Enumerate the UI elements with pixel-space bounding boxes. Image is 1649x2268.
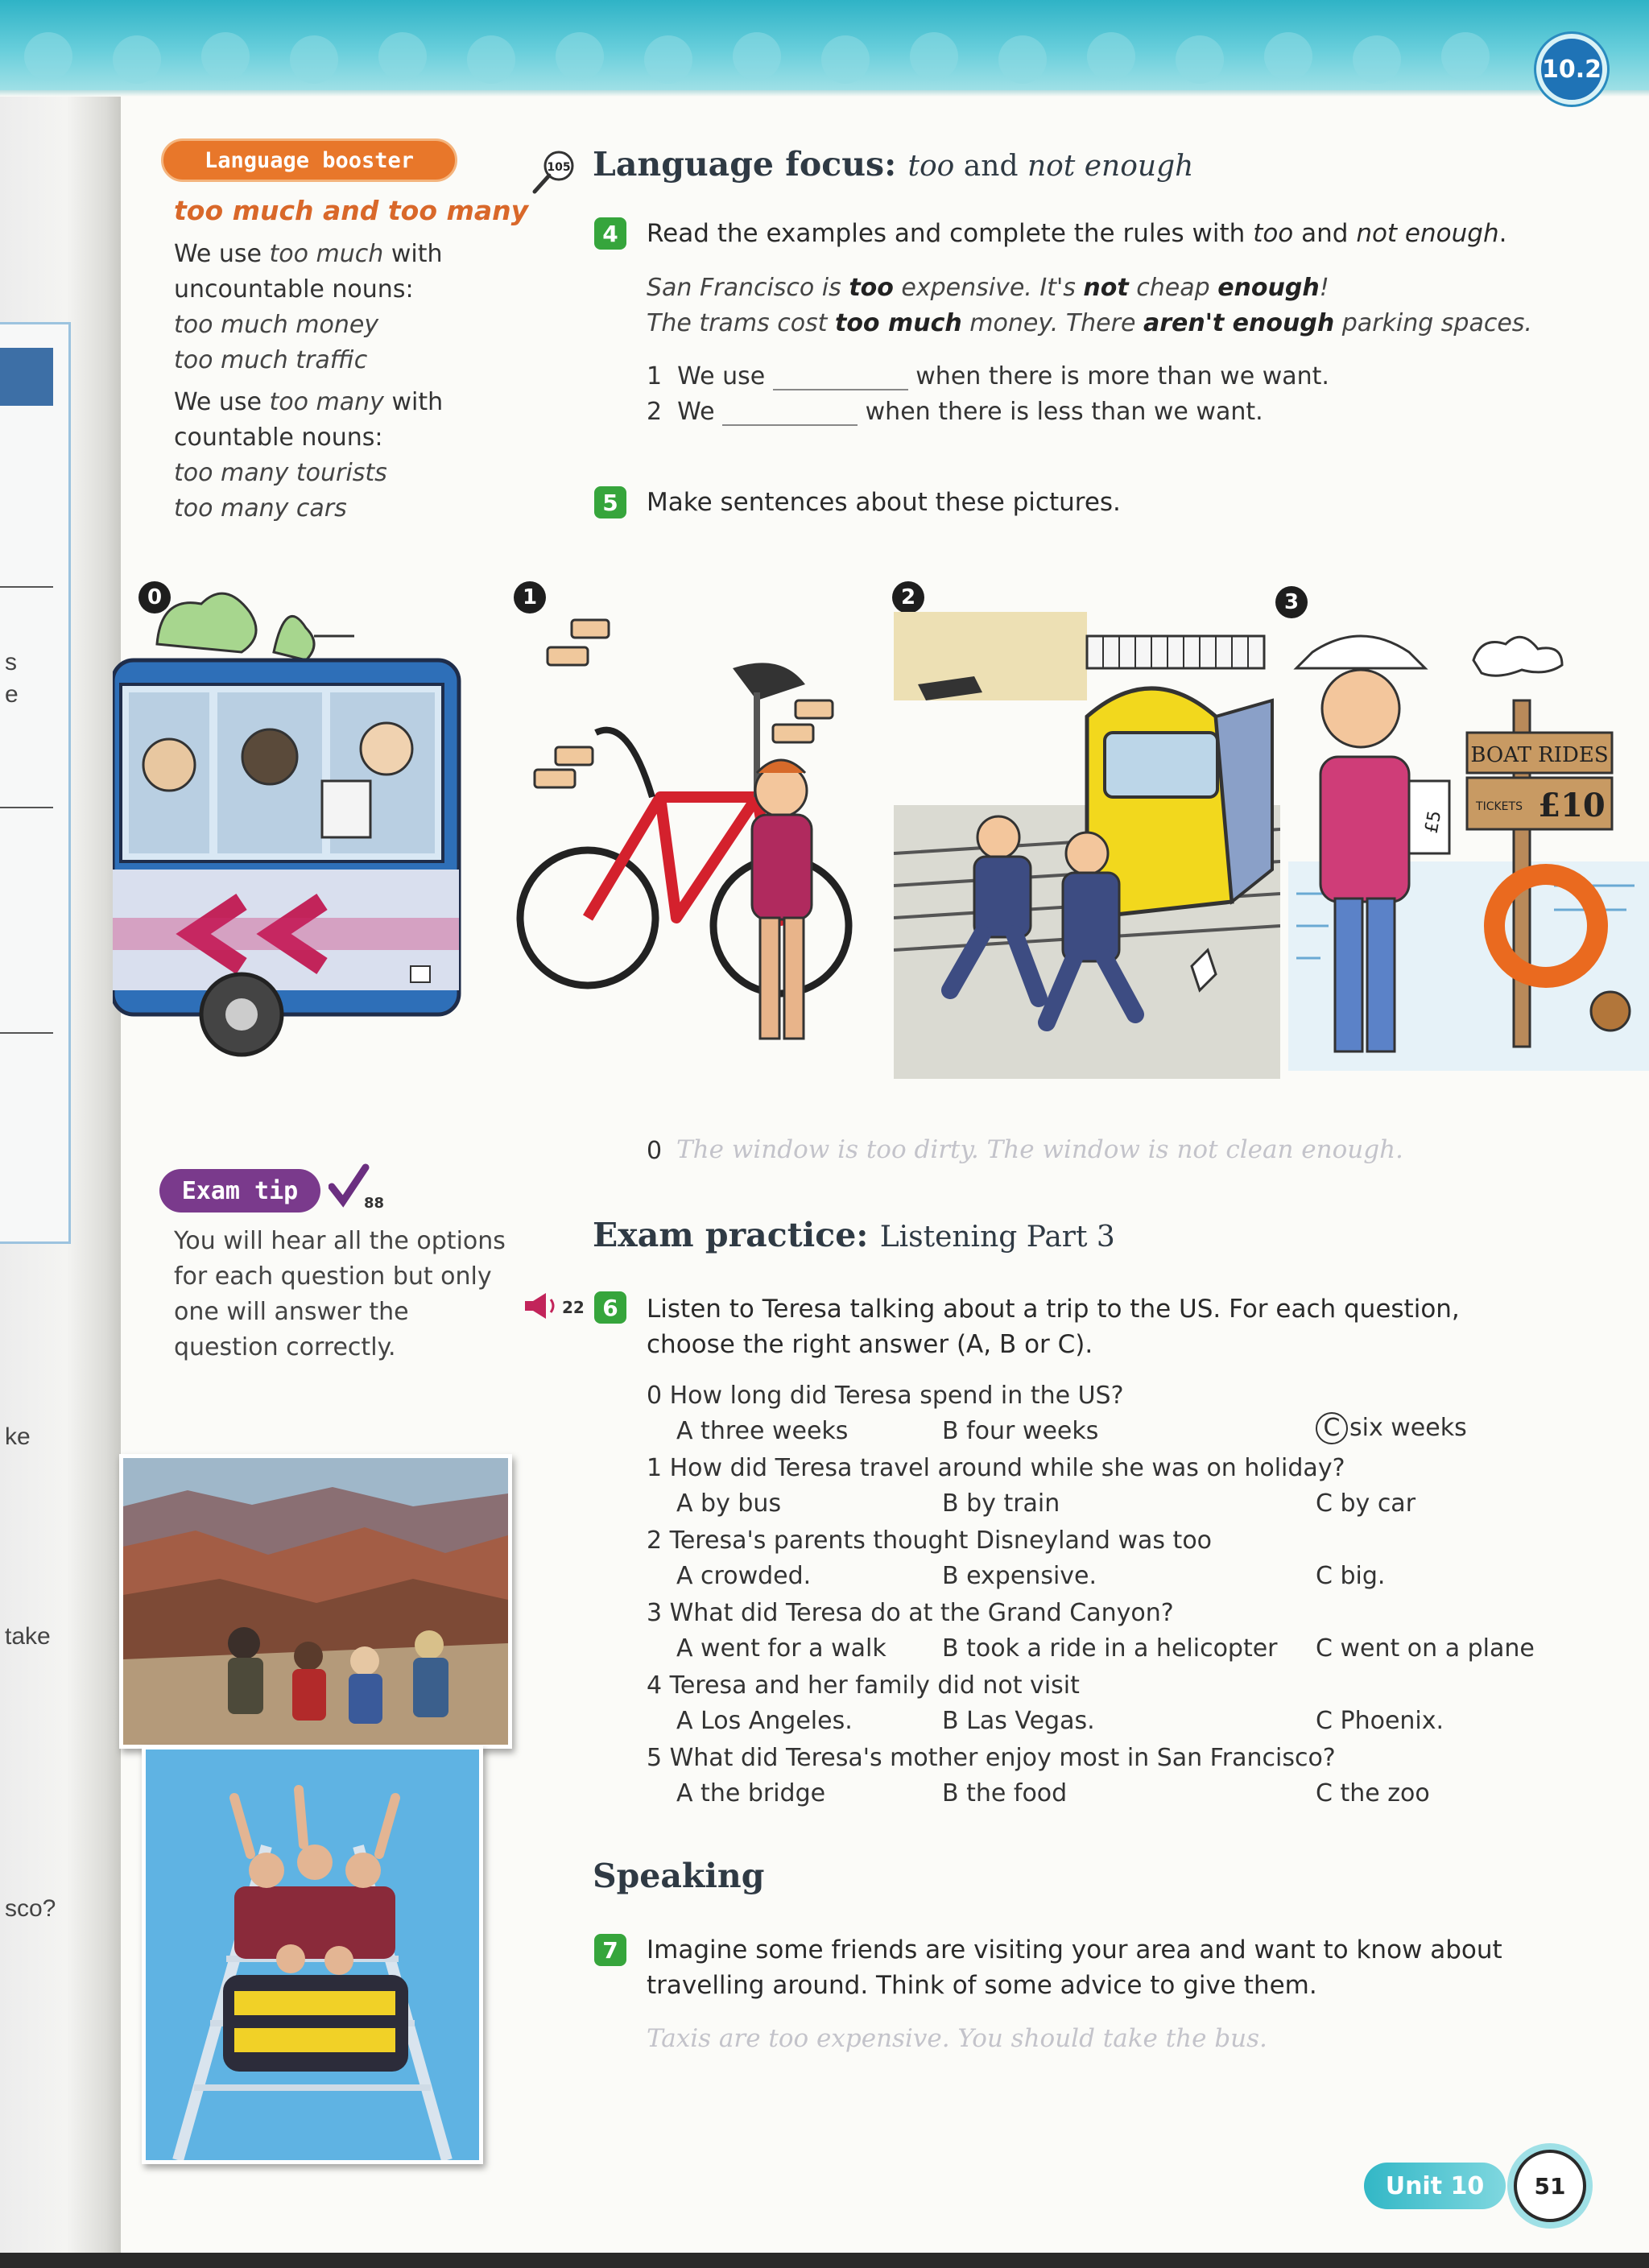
grammar-example [647, 309, 1532, 337]
rule-text: We use [174, 388, 270, 416]
answer-option-a[interactable]: A went for a walk [676, 1634, 886, 1663]
previous-page-panel [0, 322, 71, 1244]
exam-practice-title [593, 1216, 1115, 1254]
answer-option-b[interactable]: B took a ride in a helicopter [942, 1634, 1278, 1663]
example-term: too much [834, 309, 962, 337]
exercise-number: 6 [594, 1291, 626, 1324]
previous-page-fragment: s [5, 649, 17, 675]
rule-text: when there is less than we want. [865, 398, 1263, 426]
exercise-number: 4 [594, 217, 626, 250]
rule-example: too much money [174, 311, 379, 339]
instruction-text: Listen to Teresa talking about a trip to the US. For each question, [647, 1295, 1460, 1324]
speaking-title: Speaking [593, 1857, 765, 1895]
exercise-7-example: Taxis are too expensive. You should take the bus. [647, 2024, 1267, 2053]
header-band-pattern [0, 0, 1649, 90]
tick-reference: 88 [364, 1195, 385, 1211]
answer-option-a[interactable]: A three weeks [676, 1417, 849, 1445]
answer-option-b[interactable]: B expensive. [942, 1562, 1097, 1590]
exam-tip-text: You will hear all the options for each question but only one will answer the question correctly. [174, 1227, 506, 1361]
checkmark-icon [329, 1163, 386, 1211]
rule-1-blank[interactable] [773, 366, 908, 390]
answer-option-b[interactable]: B the food [942, 1779, 1068, 1807]
boat-sign-price: £10 [1538, 787, 1606, 824]
audio-speaker-icon[interactable] [522, 1291, 560, 1320]
instruction-text: travelling around. Think of some advice to give them. [647, 1971, 1317, 2000]
section-heading: Language focus: [593, 145, 897, 184]
uncountable-rule [174, 237, 443, 378]
previous-page-fragment: e [5, 681, 19, 708]
instruction-text: . [1498, 219, 1507, 248]
example-text: parking spaces. [1334, 309, 1532, 337]
picture-number: 1 [514, 581, 546, 613]
rule-text: uncountable nouns: [174, 275, 414, 304]
answer-option-c[interactable]: C six weeks [1316, 1412, 1467, 1444]
example-term: enough [1217, 274, 1320, 302]
example-text: San Francisco is [647, 274, 849, 302]
rule-text: We use [174, 240, 270, 268]
crowded-train-picture [894, 612, 1280, 1079]
answer-option-a[interactable]: A crowded. [676, 1562, 812, 1590]
rule-text: We [677, 398, 715, 426]
exercise-number: 5 [594, 486, 626, 518]
rule-text: We use [677, 362, 766, 390]
rule-1 [647, 362, 1329, 390]
boat-sign-text: TICKETS [1476, 800, 1523, 813]
dirty-bus-window-picture [113, 580, 491, 1079]
rule-text: with [383, 388, 444, 416]
language-booster-heading: too much and too many [174, 195, 529, 226]
exercise-7-instruction [647, 1932, 1502, 2003]
picture-number: 3 [1275, 586, 1308, 618]
question-0: 0 How long did Teresa spend in the US? [647, 1382, 1124, 1410]
previous-page-fragment: ke [5, 1423, 31, 1450]
exercise-5-instruction: Make sentences about these pictures. [647, 488, 1121, 517]
answer-option-a[interactable]: A by bus [676, 1489, 782, 1518]
rule-term: too many [269, 388, 384, 416]
answer-option-a[interactable]: A Los Angeles. [676, 1707, 853, 1735]
rule-example: too many tourists [174, 459, 387, 487]
question-2: 2 Teresa's parents thought Disneyland was too [647, 1526, 1213, 1555]
section-subheading: not enough [1027, 150, 1194, 183]
page-bottom-edge [0, 2253, 1649, 2268]
rule-example: too much traffic [174, 346, 368, 374]
example-term: aren't enough [1143, 309, 1335, 337]
exercise-6-instruction [647, 1291, 1460, 1362]
previous-page-fragment: sco? [5, 1895, 56, 1922]
instruction-term: not enough [1356, 219, 1499, 248]
language-booster-pill: Language booster [161, 138, 457, 182]
rollercoaster-image [146, 1750, 479, 2160]
previous-page-rule [0, 1032, 53, 1034]
question-1: 1 How did Teresa travel around while she was on holiday? [647, 1454, 1345, 1482]
audio-track-number: 22 [562, 1298, 585, 1317]
instruction-text: Imagine some friends are visiting your area and want to know about [647, 1935, 1502, 1964]
rule-text: with [383, 240, 443, 268]
exercise-number: 7 [594, 1934, 626, 1966]
rule-text: countable nouns: [174, 423, 383, 452]
circled-answer-letter: C [1316, 1412, 1348, 1444]
question-4: 4 Teresa and her family did not visit [647, 1671, 1080, 1700]
section-subheading: Listening Part 3 [879, 1221, 1115, 1254]
rule-number: 1 [647, 362, 663, 390]
header-band-shadow [0, 90, 1649, 97]
example-text: The trams cost [647, 309, 835, 337]
previous-page-rule [0, 586, 53, 588]
picture-number: 0 [138, 581, 171, 613]
example-term: not [1083, 274, 1129, 302]
exam-tip-pill: Exam tip [159, 1169, 320, 1212]
answer-option-b[interactable]: B by train [942, 1489, 1060, 1518]
example-text: expensive. It's [893, 274, 1084, 302]
section-badge: 10.2 [1536, 34, 1607, 105]
rule-term: too much [269, 240, 384, 268]
example-text: cheap [1128, 274, 1218, 302]
unit-label: Unit 10 [1364, 2163, 1506, 2209]
answer-option-c[interactable]: C big. [1316, 1562, 1386, 1590]
question-5: 5 What did Teresa's mother enjoy most in San Francisco? [647, 1744, 1336, 1772]
answer-option-c[interactable]: C went on a plane [1316, 1634, 1535, 1663]
answer-option-c[interactable]: C the zoo [1316, 1779, 1430, 1807]
example-text: money. There [961, 309, 1143, 337]
answer-option-a[interactable]: A the bridge [676, 1779, 826, 1807]
instruction-text: choose the right answer (A, B or C). [647, 1330, 1093, 1359]
rule-2-blank[interactable] [722, 402, 858, 426]
rule-text: when there is more than we want. [915, 362, 1329, 390]
answer-option-c[interactable]: C by car [1316, 1489, 1416, 1518]
ticket-price: £5 [1421, 808, 1446, 835]
rule-number: 2 [647, 398, 663, 426]
grammar-reference-number: 105 [547, 161, 571, 174]
exercise-4-instruction [647, 216, 1506, 251]
instruction-text: and [1293, 219, 1357, 248]
instruction-term: too [1253, 219, 1294, 248]
previous-page-rule [0, 807, 53, 808]
grand-canyon-image [123, 1458, 508, 1745]
answer-option-b[interactable]: B Las Vegas. [942, 1707, 1095, 1735]
previous-page-tab [0, 348, 53, 406]
small-bike-picture [515, 612, 870, 1063]
example-text: ! [1319, 274, 1329, 302]
expensive-boat-ride-picture [1288, 620, 1649, 1071]
language-focus-title [593, 145, 1193, 184]
page-number: 51 [1514, 2150, 1586, 2222]
example-number: 0 [647, 1137, 663, 1165]
picture-number: 2 [892, 581, 924, 613]
rule-example: too many cars [174, 494, 347, 523]
section-heading: Exam practice: [593, 1216, 869, 1254]
rule-2 [647, 398, 1263, 426]
instruction-text: Read the examples and complete the rules with [647, 219, 1254, 248]
boat-sign-text: BOAT RIDES [1470, 743, 1609, 767]
question-3: 3 What did Teresa do at the Grand Canyon? [647, 1599, 1174, 1627]
grammar-reference-icon [531, 150, 583, 195]
section-subheading: and [954, 150, 1027, 183]
previous-page-fragment: take [5, 1623, 51, 1650]
exercise-5-example-answer: The window is too dirty. The window is not clean enough. [676, 1135, 1403, 1164]
answer-option-b[interactable]: B four weeks [942, 1417, 1099, 1445]
grand-canyon-photo [119, 1454, 512, 1749]
rollercoaster-photo [142, 1745, 483, 2164]
grammar-example [647, 274, 1329, 302]
countable-rule [174, 385, 443, 527]
example-term: too [849, 274, 894, 302]
section-subheading: too [907, 150, 955, 183]
answer-option-c[interactable]: C Phoenix. [1316, 1707, 1444, 1735]
